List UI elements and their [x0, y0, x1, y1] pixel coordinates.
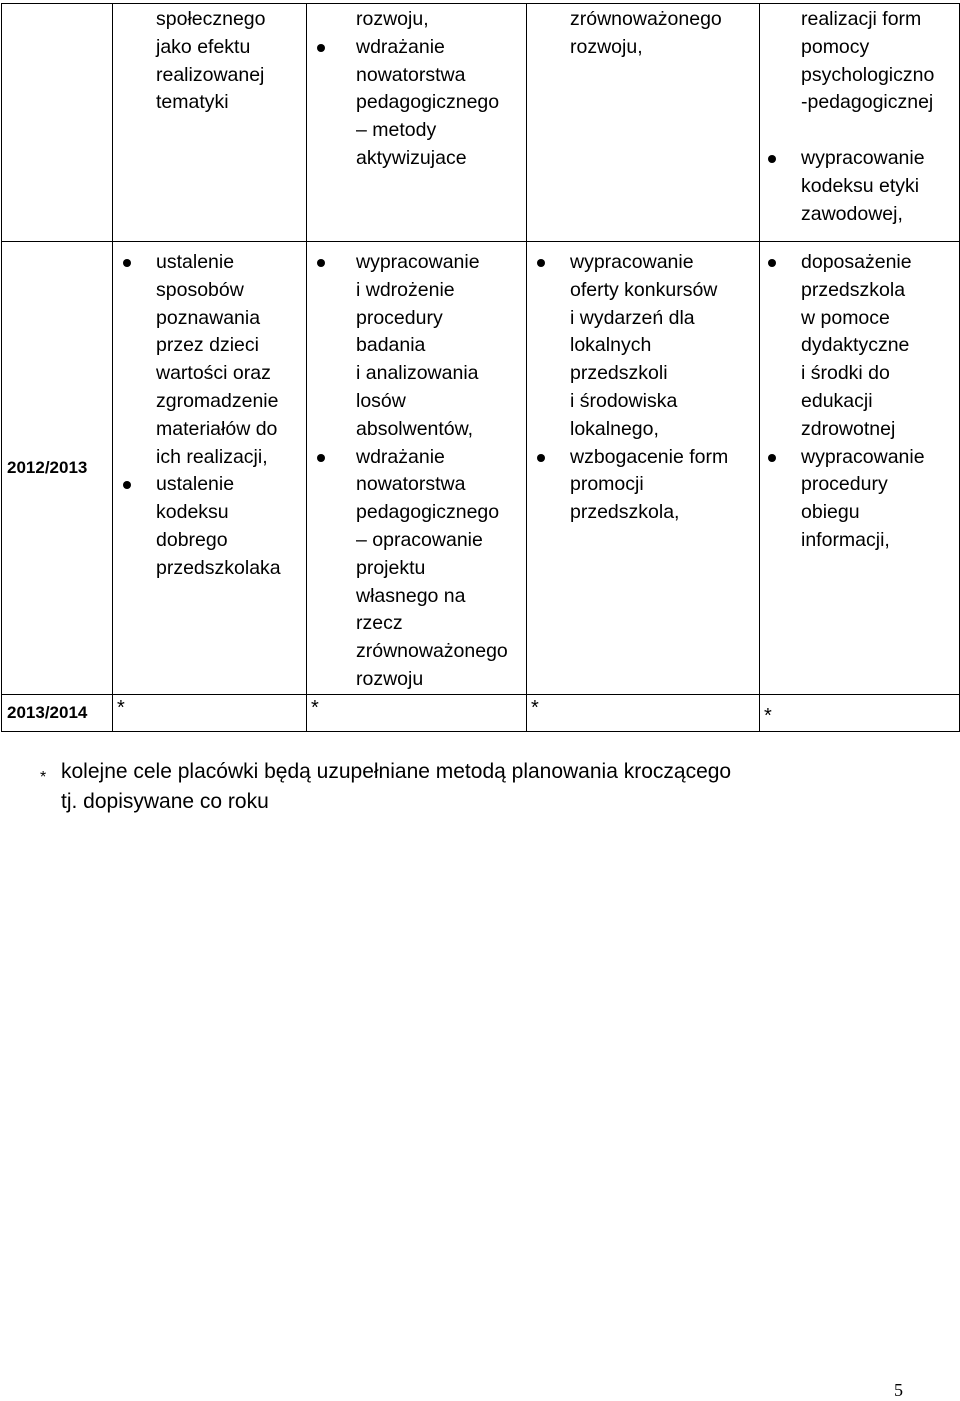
- cell-col3-top: [527, 4, 760, 242]
- placeholder-star: *: [311, 696, 319, 719]
- list-item-text: wypracowanie oferty konkursów i wydarzeń dla lokalnych przedszkoli i środowiska lokalnego,: [570, 251, 718, 440]
- bullet-list: [768, 6, 955, 228]
- list-item: [123, 471, 302, 582]
- footnote-marker: *: [40, 769, 47, 786]
- bullet-icon: [768, 259, 776, 267]
- cell-col4-2012: [760, 242, 960, 695]
- year-cell: 2012/2013: [2, 242, 113, 695]
- cell-col2-2012: [307, 242, 527, 695]
- list-item: [317, 34, 522, 173]
- placeholder-star: *: [531, 696, 539, 719]
- goals-table: [1, 3, 960, 732]
- bullet-icon: [537, 259, 545, 267]
- cell-text: zrównoważonego rozwoju,: [570, 8, 722, 58]
- bullet-icon: [768, 155, 776, 163]
- cell-col3-2013: [527, 694, 760, 731]
- list-item-text: realizacji form pomocy psychologiczno -pedagogicznej: [801, 8, 935, 114]
- cell-col4-top: [760, 4, 960, 242]
- placeholder-star: *: [764, 704, 772, 727]
- list-item-text: ustalenie kodeksu dobrego przedszkolaka: [156, 473, 281, 579]
- list-item: [123, 249, 302, 471]
- footnote: [42, 757, 902, 817]
- page-number: 5: [894, 1380, 903, 1400]
- list-item: [768, 145, 955, 228]
- list-item-text: wdrażanie nowatorstwa pedagogicznego – metody aktywizujace: [356, 35, 500, 169]
- list-item: [537, 249, 755, 444]
- table-row-continuation: [2, 4, 960, 242]
- bullet-icon: [768, 454, 776, 462]
- list-item-text: doposażenie przedszkola w pomoce dydaktyczne i środki do edukacji zdrowotnej: [801, 251, 912, 440]
- cell-col4-2013: [760, 694, 960, 731]
- year-cell-empty: [2, 4, 113, 242]
- cell-col1-2012: [113, 242, 307, 695]
- list-item-text: wypracowanie procedury obiegu informacji,: [801, 445, 925, 551]
- year-cell: 2013/2014: [2, 694, 113, 731]
- bullet-list: [537, 249, 755, 527]
- cell-text: społecznego jako efektu realizowanej tematyki: [156, 8, 266, 114]
- bullet-icon: [317, 454, 325, 462]
- bullet-list: [768, 249, 955, 555]
- bullet-icon: [537, 454, 545, 462]
- cell-col3-2012: [527, 242, 760, 695]
- cell-col1-2013: [113, 694, 307, 731]
- list-item-text: wdrażanie nowatorstwa pedagogicznego – opracowanie projektu własnego na rzecz zrównoważonego rozwoju: [356, 445, 508, 690]
- bullet-icon: [317, 44, 325, 52]
- table-row-2012: [2, 242, 960, 695]
- list-item: [317, 444, 522, 694]
- list-item: [768, 249, 955, 444]
- list-item-text: wypracowanie i wdrożenie procedury badania i analizowania losów absolwentów,: [356, 251, 480, 440]
- list-item: [317, 6, 522, 34]
- bullet-icon: [123, 259, 131, 267]
- list-item-text: wzbogacenie form promocji przedszkola,: [570, 445, 729, 524]
- list-item-text: ustalenie sposobów poznawania przez dzieci wartości oraz zgromadzenie materiałów do ich realizacji,: [156, 251, 279, 468]
- bullet-list: [123, 249, 302, 583]
- list-item: [768, 444, 955, 555]
- bullet-list: [317, 6, 522, 173]
- bullet-list: [317, 249, 522, 694]
- cell-col2-top: [307, 4, 527, 242]
- list-item: [768, 6, 955, 117]
- placeholder-star: *: [117, 696, 125, 719]
- cell-col2-2013: [307, 694, 527, 731]
- list-item: [537, 444, 755, 527]
- list-item-text: rozwoju,: [356, 8, 429, 30]
- table-row-2013: [2, 694, 960, 731]
- bullet-icon: [317, 259, 325, 267]
- footnote-text: kolejne cele placówki będą uzupełniane metodą planowania kroczącego tj. dopisywane co roku: [61, 760, 732, 813]
- cell-col1-top: [113, 4, 307, 242]
- list-item-text: wypracowanie kodeksu etyki zawodowej,: [801, 146, 925, 225]
- list-item: [317, 249, 522, 444]
- bullet-icon: [123, 481, 131, 489]
